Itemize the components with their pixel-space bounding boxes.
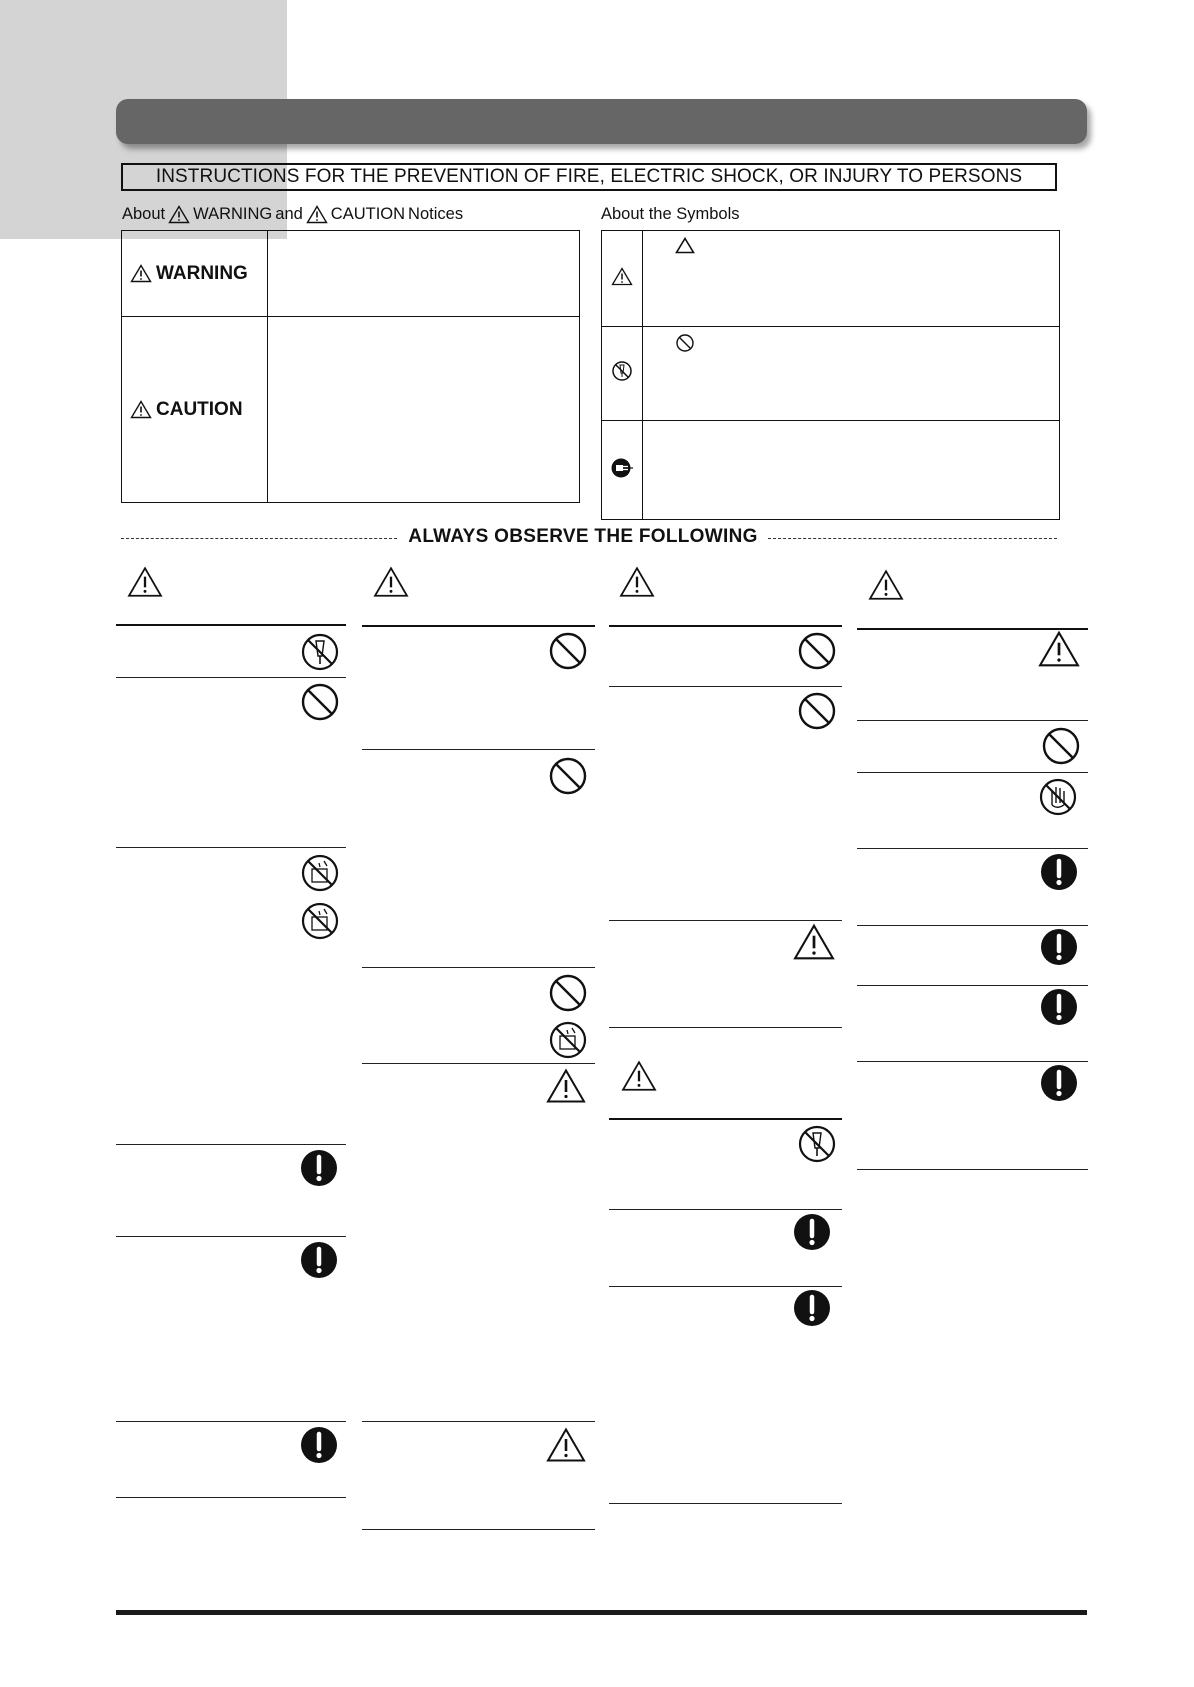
- mandatory-exclamation-icon: [1039, 1063, 1079, 1103]
- no-water-icon: [300, 901, 340, 941]
- warning-triangle-icon: [127, 566, 163, 598]
- no-wet-hands-icon: [1038, 777, 1078, 817]
- prohibited-circle-icon: [548, 631, 588, 671]
- warning-triangle-icon: [168, 205, 190, 224]
- about-caution-word: CAUTION: [330, 205, 406, 223]
- warning-triangle-icon: [130, 400, 152, 419]
- mandatory-exclamation-icon: [792, 1212, 832, 1252]
- about-suffix: Notices: [408, 205, 464, 223]
- col2-header-rule: [362, 625, 595, 627]
- col4-rule: [857, 772, 1088, 773]
- col2-rule: [362, 749, 595, 750]
- col1-header-rule: [116, 624, 346, 626]
- no-disassemble-icon: [300, 632, 340, 672]
- col1-rule: [116, 1421, 346, 1422]
- col3-rule: [609, 1503, 842, 1504]
- col1-rule: [116, 1497, 346, 1498]
- no-water-icon: [548, 1020, 588, 1060]
- caution-label: CAUTION: [156, 398, 243, 420]
- caution-description-cell: [268, 317, 580, 503]
- no-disassemble-icon: [797, 1124, 837, 1164]
- mandatory-exclamation-icon: [1039, 927, 1079, 967]
- col3-section-rule: [609, 1118, 842, 1120]
- about-prefix: About: [122, 205, 166, 223]
- warning-triangle-icon: [868, 569, 904, 601]
- no-disassemble-icon: [611, 360, 633, 382]
- col3-rule: [609, 1027, 842, 1028]
- caution-label-cell: [122, 317, 268, 503]
- col1-rule: [116, 1144, 346, 1145]
- warning-triangle-icon: [546, 1427, 586, 1463]
- title-banner-text: INSTRUCTIONS FOR THE PREVENTION OF FIRE, ELECTRIC SHOCK, OR INJURY TO PERSONS: [155, 166, 1023, 187]
- warning-triangle-icon: [611, 267, 633, 286]
- prohibited-circle-icon: [675, 333, 695, 353]
- unplug-icon: [610, 457, 634, 479]
- notice-table: [121, 230, 580, 503]
- col3-rule: [609, 920, 842, 921]
- col3-rule: [609, 686, 842, 687]
- col1-rule: [116, 677, 346, 678]
- about-warning-word: WARNING: [193, 205, 273, 223]
- no-water-icon: [300, 853, 340, 893]
- col4-rule: [857, 1169, 1088, 1170]
- warning-description-cell: [268, 231, 580, 317]
- header-bar: [116, 99, 1087, 144]
- symbol-cell-warning: [602, 231, 643, 327]
- prohibited-circle-icon: [797, 691, 837, 731]
- col2-rule: [362, 1529, 595, 1530]
- warning-triangle-icon: [619, 566, 655, 598]
- about-notices-label: [122, 205, 463, 224]
- triangle-outline-icon: [675, 237, 695, 254]
- col2-rule: [362, 1421, 595, 1422]
- warning-triangle-icon: [306, 205, 328, 224]
- about-symbols-text: About the Symbols: [601, 205, 740, 223]
- prohibited-circle-icon: [300, 682, 340, 722]
- col4-rule: [857, 1061, 1088, 1062]
- mandatory-exclamation-icon: [1039, 852, 1079, 892]
- title-banner: [121, 163, 1057, 191]
- about-and-word: and: [275, 205, 303, 223]
- col3-rule: [609, 1209, 842, 1210]
- mandatory-exclamation-icon: [299, 1240, 339, 1280]
- about-symbols-label: [601, 205, 740, 224]
- mandatory-exclamation-icon: [792, 1288, 832, 1328]
- warning-triangle-icon: [130, 264, 152, 283]
- footer-rule: [116, 1610, 1087, 1615]
- col2-rule: [362, 1063, 595, 1064]
- warning-triangle-icon: [793, 923, 835, 961]
- warning-triangle-icon: [546, 1068, 586, 1104]
- col3-rule: [609, 1286, 842, 1287]
- prohibited-circle-icon: [548, 973, 588, 1013]
- col4-rule: [857, 848, 1088, 849]
- col4-rule: [857, 720, 1088, 721]
- warning-label: WARNING: [156, 262, 248, 284]
- col2-rule: [362, 967, 595, 968]
- col1-rule: [116, 1236, 346, 1237]
- col4-rule: [857, 985, 1088, 986]
- col3-header-rule: [609, 625, 842, 627]
- warning-triangle-icon: [621, 1060, 657, 1092]
- symbol-desc-mandatory: [643, 421, 1060, 520]
- prohibited-circle-icon: [548, 756, 588, 796]
- heading-dashed-line-right: [768, 538, 1057, 539]
- mandatory-exclamation-icon: [1039, 987, 1079, 1027]
- col4-rule: [857, 925, 1088, 926]
- symbol-desc-prohibited: [643, 327, 1060, 421]
- mandatory-exclamation-icon: [299, 1425, 339, 1465]
- warning-label-cell: [122, 231, 268, 317]
- symbol-desc-warning: [643, 231, 1060, 327]
- prohibited-circle-icon: [797, 631, 837, 671]
- prohibited-circle-icon: [1041, 726, 1081, 766]
- warning-triangle-icon: [373, 566, 409, 598]
- always-observe-heading: ALWAYS OBSERVE THE FOLLOWING: [408, 526, 758, 547]
- warning-triangle-icon: [1038, 630, 1080, 668]
- col1-rule: [116, 847, 346, 848]
- mandatory-exclamation-icon: [299, 1148, 339, 1188]
- symbols-table: [601, 230, 1060, 520]
- symbol-cell-prohibited: [602, 327, 643, 421]
- heading-dashed-line-left: [121, 538, 397, 539]
- symbol-cell-mandatory: [602, 421, 643, 520]
